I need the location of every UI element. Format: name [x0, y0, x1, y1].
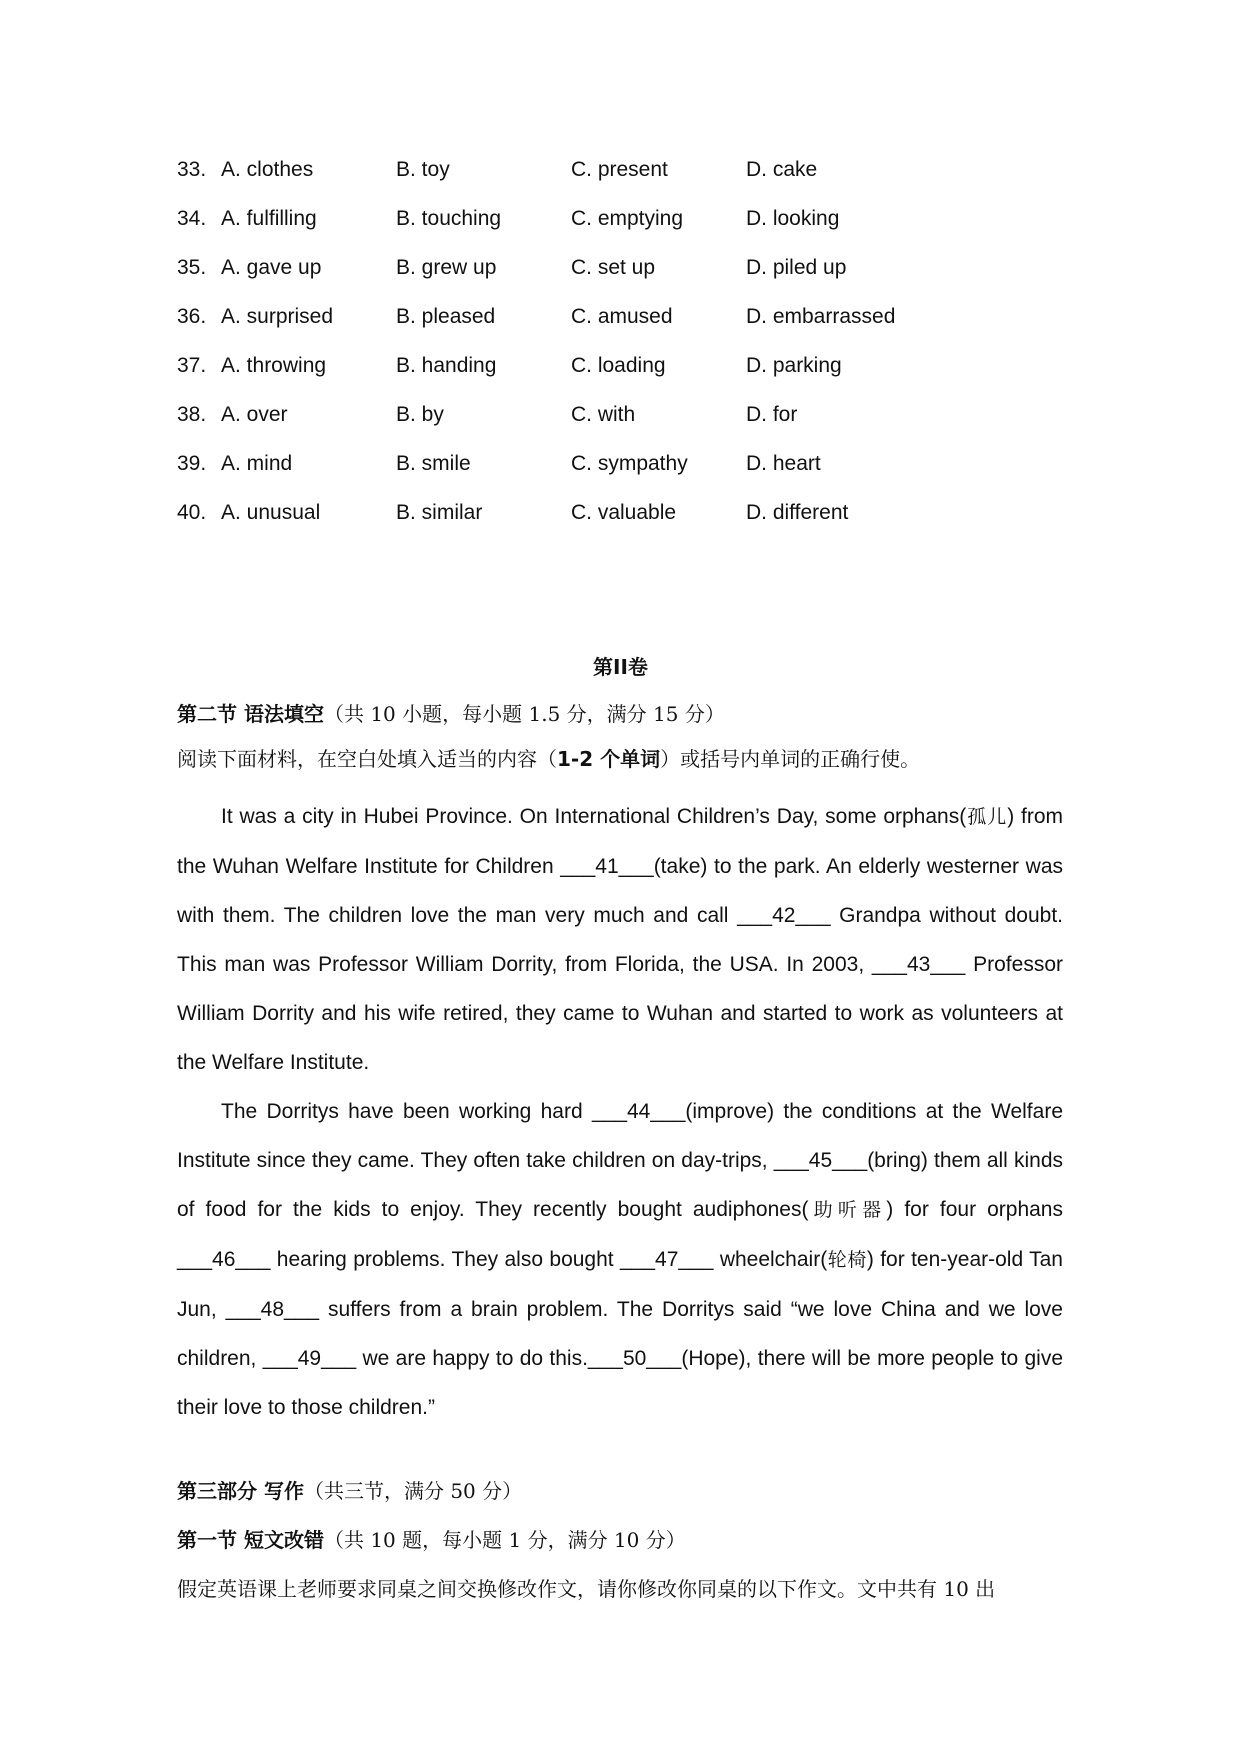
instruction-text: 阅读下面材料，在空白处填入适当的内容（: [177, 747, 557, 771]
option-b: B. by: [396, 403, 444, 426]
question-number: 38.: [177, 403, 207, 426]
option-c: C. valuable: [571, 501, 677, 524]
option-c: C. amused: [571, 305, 673, 328]
part3-title: 第三部分 写作: [177, 1479, 304, 1503]
passage: [177, 792, 1063, 1432]
option-b: B. smile: [396, 452, 471, 475]
option-d: D. looking: [746, 207, 840, 230]
section1-instruction: 假定英语课上老师要求同桌之间交换修改作文，请你修改你同桌的以下作文。文中共有 10 出: [177, 1577, 996, 1601]
option-b: B. touching: [396, 207, 502, 230]
section1-title: 第一节 短文改错: [177, 1528, 324, 1552]
question-number: 34.: [177, 207, 207, 230]
option-c: C. emptying: [571, 207, 684, 230]
instruction: [177, 743, 920, 772]
section1-note: （共 10 题，每小题 1 分，满分 10 分）: [323, 1528, 686, 1552]
question-number: 40.: [177, 501, 207, 524]
option-a: A. surprised: [221, 305, 334, 328]
section2-heading: [177, 698, 725, 727]
question-number: 35.: [177, 256, 207, 279]
option-b: B. similar: [396, 501, 483, 524]
option-c: C. loading: [571, 354, 666, 377]
option-a: A. over: [221, 403, 288, 426]
option-d: D. parking: [746, 354, 842, 377]
section1-heading: [177, 1524, 686, 1553]
instruction-bold: 1-2 个单词: [557, 747, 661, 771]
option-c: C. with: [571, 403, 636, 426]
option-b: B. toy: [396, 158, 450, 181]
option-d: D. cake: [746, 158, 818, 181]
option-a: A. gave up: [221, 256, 322, 279]
option-d: D. embarrassed: [746, 305, 896, 328]
part3-heading: [177, 1475, 522, 1504]
section2-title: 第二节 语法填空: [177, 702, 324, 726]
option-d: D. for: [746, 403, 798, 426]
option-c: C. sympathy: [571, 452, 688, 475]
option-a: A. mind: [221, 452, 293, 475]
paragraph-2: The Dorritys have been working hard ___44___(improve) the conditions at the Welfare Institute since they came. They often take children on day-trips, ___45___(bring) them all kinds of food for the kids to enjoy. They recently bought audiphones(助听器) for four orphans ___46___ hearing problems. They also bought ___47___ wheelchair(轮椅) for ten-year-old Tan Jun, ___48___ suffers from a brain problem. The Dorritys said “we love China and we love children, ___49___ we are happy to do this.___50___(Hope), there will be more people to give their love to those children.”: [177, 1100, 1063, 1419]
option-d: D. heart: [746, 452, 821, 475]
instruction-text-end: ）或括号内单词的正确行使。: [660, 747, 921, 771]
option-a: A. throwing: [221, 354, 327, 377]
question-number: 37.: [177, 354, 207, 377]
option-c: C. present: [571, 158, 668, 181]
question-number: 33.: [177, 158, 207, 181]
question-number: 39.: [177, 452, 207, 475]
option-c: C. set up: [571, 256, 656, 279]
option-a: A. unusual: [221, 501, 321, 524]
option-d: D. piled up: [746, 256, 847, 279]
option-a: A. clothes: [221, 158, 314, 181]
option-a: A. fulfilling: [221, 207, 317, 230]
option-b: B. pleased: [396, 305, 496, 328]
question-number: 36.: [177, 305, 207, 328]
option-b: B. grew up: [396, 256, 497, 279]
part3-note: （共三节，满分 50 分）: [303, 1479, 523, 1503]
option-b: B. handing: [396, 354, 497, 377]
paragraph-1: It was a city in Hubei Province. On International Children’s Day, some orphans(孤儿) from the Wuhan Welfare Institute for Children ___41___(take) to the park. An elderly westerner was with them. The children love the man very much and call ___42___ Grandpa without doubt. This man was Professor William Dorrity, from Florida, the USA. In 2003, ___43___ Professor William Dorrity and his wife retired, they came to Wuhan and started to work as volunteers at the Welfare Institute.: [177, 805, 1063, 1074]
section2-note: （共 10 小题，每小题 1.5 分，满分 15 分）: [323, 702, 725, 726]
volume-title: 第II卷: [593, 655, 648, 679]
option-d: D. different: [746, 501, 849, 524]
